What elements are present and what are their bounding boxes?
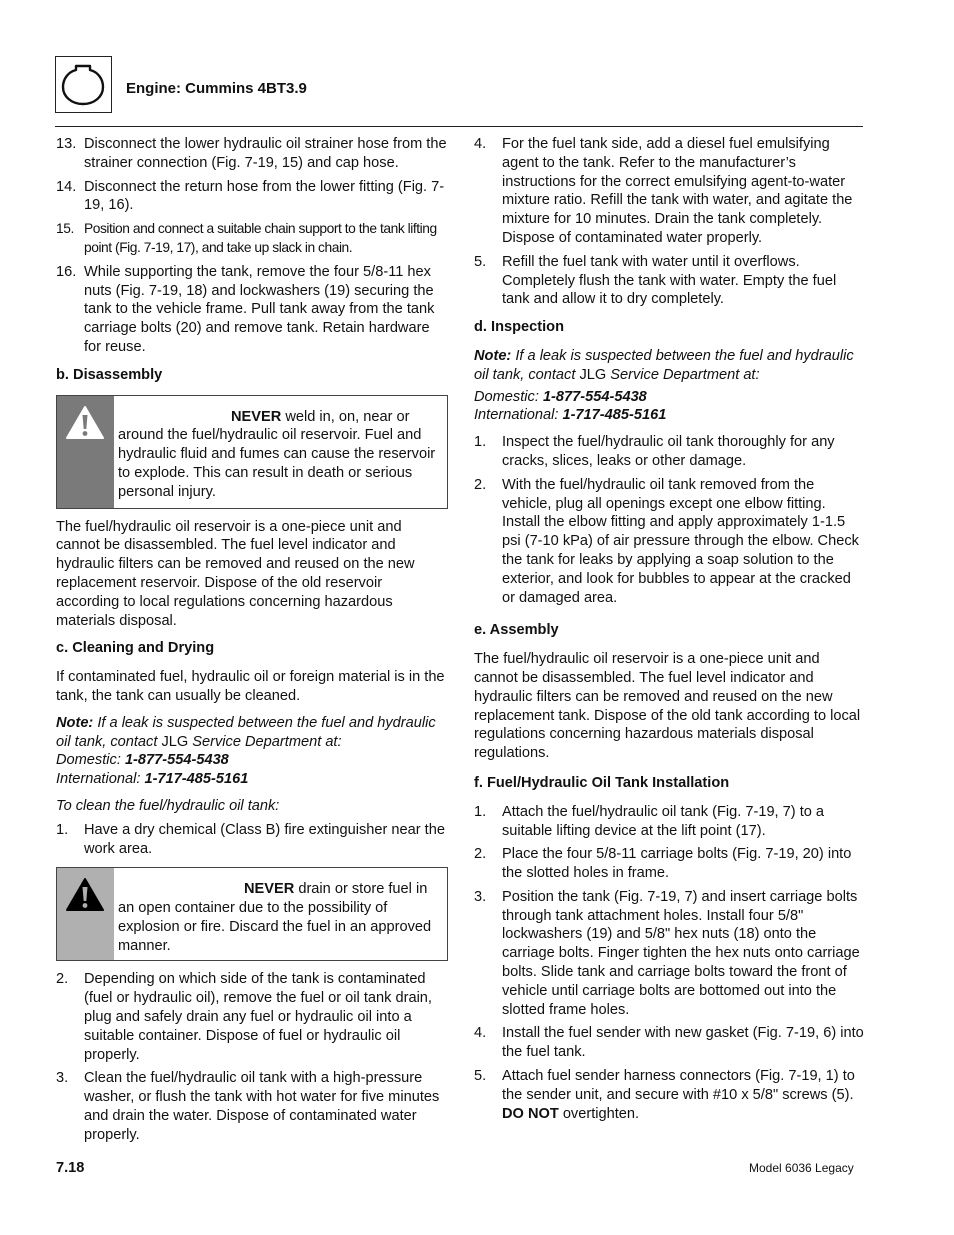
note-block: Note: If a leak is suspected between the fuel and hydraulic oil tank, contact JLG Service Department at: Domestic: 1-877-554-5438 International: 1-717-485-5161	[56, 714, 436, 788]
right-column	[474, 135, 864, 1128]
list-item: 3. Clean the fuel/hydraulic oil tank with a high-pressure washer, or flush the tank with hot water for five minutes and drain the water. Dispose of contaminated water properly.	[56, 1070, 440, 1143]
list-item: 2. With the fuel/hydraulic oil tank removed from the vehicle, plug all openings except one elbow fitting. Install the elbow fitting and apply approximately 1-1.5 psi (7-10 kPa) of air pressure through the elbow. Check the tank for leaks by applying a soap solution to the exterior, and look for bubbles to appear at the cracked or damaged area.	[474, 476, 859, 606]
list-item: 16. While supporting the tank, remove the four 5/8-11 hex nuts (Fig. 7-19, 18) and lockwashers (19) securing the tank to the vehicle frame. Pull tank away from the tank carriage bolts (20) and remove tank. Retain hardware for reuse.	[56, 263, 435, 355]
list-item: 4. Install the fuel sender with new gasket (Fig. 7-19, 6) into the fuel tank.	[474, 1025, 864, 1061]
header-divider	[55, 126, 863, 127]
list-item: 4. For the fuel tank side, add a diesel fuel emulsifying agent to the tank. Refer to the manufacturer’s instructions for the correct emulsifying agent-to-water mixture ratio. Refill the tank with water, and agitate the mixture for 10 minutes. Drain the tank completely. Dispose of contaminated water properly.	[474, 136, 853, 246]
clean-intro: To clean the fuel/hydraulic oil tank:	[56, 797, 280, 814]
list-item: 13. Disconnect the lower hydraulic oil strainer hose from the strainer connection (Fig. 7-19, 15) and cap hose.	[56, 136, 447, 171]
list-item: 3. Position the tank (Fig. 7-19, 7) and insert carriage bolts through tank attachment holes. Install four 5/8" lockwashers (19) and 5/8" hex nuts (18) onto the carriage bolts. Finger tighten the hex nuts onto carriage bolts. Slide tank and carriage bolts toward the front of vehicle until carriage bolts are bottomed out into the slotted frame holes.	[474, 888, 860, 1018]
list-item: 14. Disconnect the return hose from the lower fitting (Fig. 7-19, 16).	[56, 178, 445, 214]
list-item: 1. Have a dry chemical (Class B) fire extinguisher near the work area.	[56, 821, 445, 857]
list-item: 5. Attach fuel sender harness connectors (Fig. 7-19, 1) to the sender unit, and secure with #10 x 5/8" screws (5). DO NOT overtighten.	[474, 1068, 855, 1122]
paragraph: The fuel/hydraulic oil reservoir is a one-piece unit and cannot be disassembled. The fuel level indicator and hydraulic filters can be removed and reused on the new replacement tank. Dispose of the old tank according to local regulations concerning hazardous materials disposal regulations.	[474, 651, 861, 762]
engine-outline-icon	[56, 57, 110, 111]
warning-triangle-icon	[65, 877, 105, 913]
section-heading-installation: f. Fuel/Hydraulic Oil Tank Installation	[474, 774, 730, 791]
list-item: 15. Position and connect a suitable chain support to the tank lifting point (Fig. 7-19, 17), and take up slack in chain.	[56, 221, 437, 255]
list-item: 5. Refill the fuel tank with water until it overflows. Completely flush the tank with water. Empty the fuel tank and allow it to dry completely.	[474, 253, 837, 308]
list-item: 2. Place the four 5/8-11 carriage bolts (Fig. 7-19, 20) into the slotted holes in frame.	[474, 846, 852, 882]
warning-box-fuel	[56, 867, 448, 961]
section-heading-cleaning: c. Cleaning and Drying	[56, 640, 215, 657]
left-column	[56, 135, 448, 1149]
section-heading-disassembly: b. Disassembly	[56, 366, 163, 383]
warning-triangle-icon	[65, 405, 105, 441]
list-item: 1. Attach the fuel/hydraulic oil tank (Fig. 7-19, 7) to a suitable lifting device at the lift point (17).	[474, 803, 825, 839]
warning-text: NEVER drain or store fuel in an open container due to the possibility of explosion or fire. Discard the fuel in an approved manner.	[118, 881, 432, 954]
paragraph: If contaminated fuel, hydraulic oil or foreign material is in the tank, the tank can usually be cleaned.	[56, 669, 445, 704]
note-block: Note: If a leak is suspected between the fuel and hydraulic oil tank, contact JLG Service Department at: Domestic: 1-877-554-5438 International: 1-717-485-5161	[474, 347, 854, 424]
page-number: 7.18	[56, 1160, 85, 1176]
page-header-title: Engine: Cummins 4BT3.9	[126, 80, 307, 97]
model-label: Model 6036 Legacy	[749, 1161, 854, 1175]
list-item: 1. Inspect the fuel/hydraulic oil tank thoroughly for any cracks, slices, leaks or other damage.	[474, 434, 835, 469]
list-item: 2. Depending on which side of the tank is contaminated (fuel or hydraulic oil), remove the fuel or oil tank drain, plug and safely drain any fuel or hydraulic oil into a suitable container. Dispose of fuel or hydraulic oil properly.	[56, 971, 432, 1063]
section-heading-inspection: d. Inspection	[474, 319, 564, 336]
paragraph: The fuel/hydraulic oil reservoir is a one-piece unit and cannot be disassembled. The fuel level indicator and hydraulic filters can be removed and reused on the new replacement reservoir. Dispose of the old reservoir according to local regulations concerning hazardous materials disposal.	[56, 518, 415, 629]
section-heading-assembly: e. Assembly	[474, 622, 559, 639]
warning-box-weld	[56, 395, 448, 509]
warning-text: NEVER weld in, on, near or around the fuel/hydraulic oil reservoir. Fuel and hydraulic fluid and fumes can cause the reservoir to explode. This can result in death or serious personal injury.	[118, 408, 436, 500]
engine-icon-box	[55, 56, 112, 113]
